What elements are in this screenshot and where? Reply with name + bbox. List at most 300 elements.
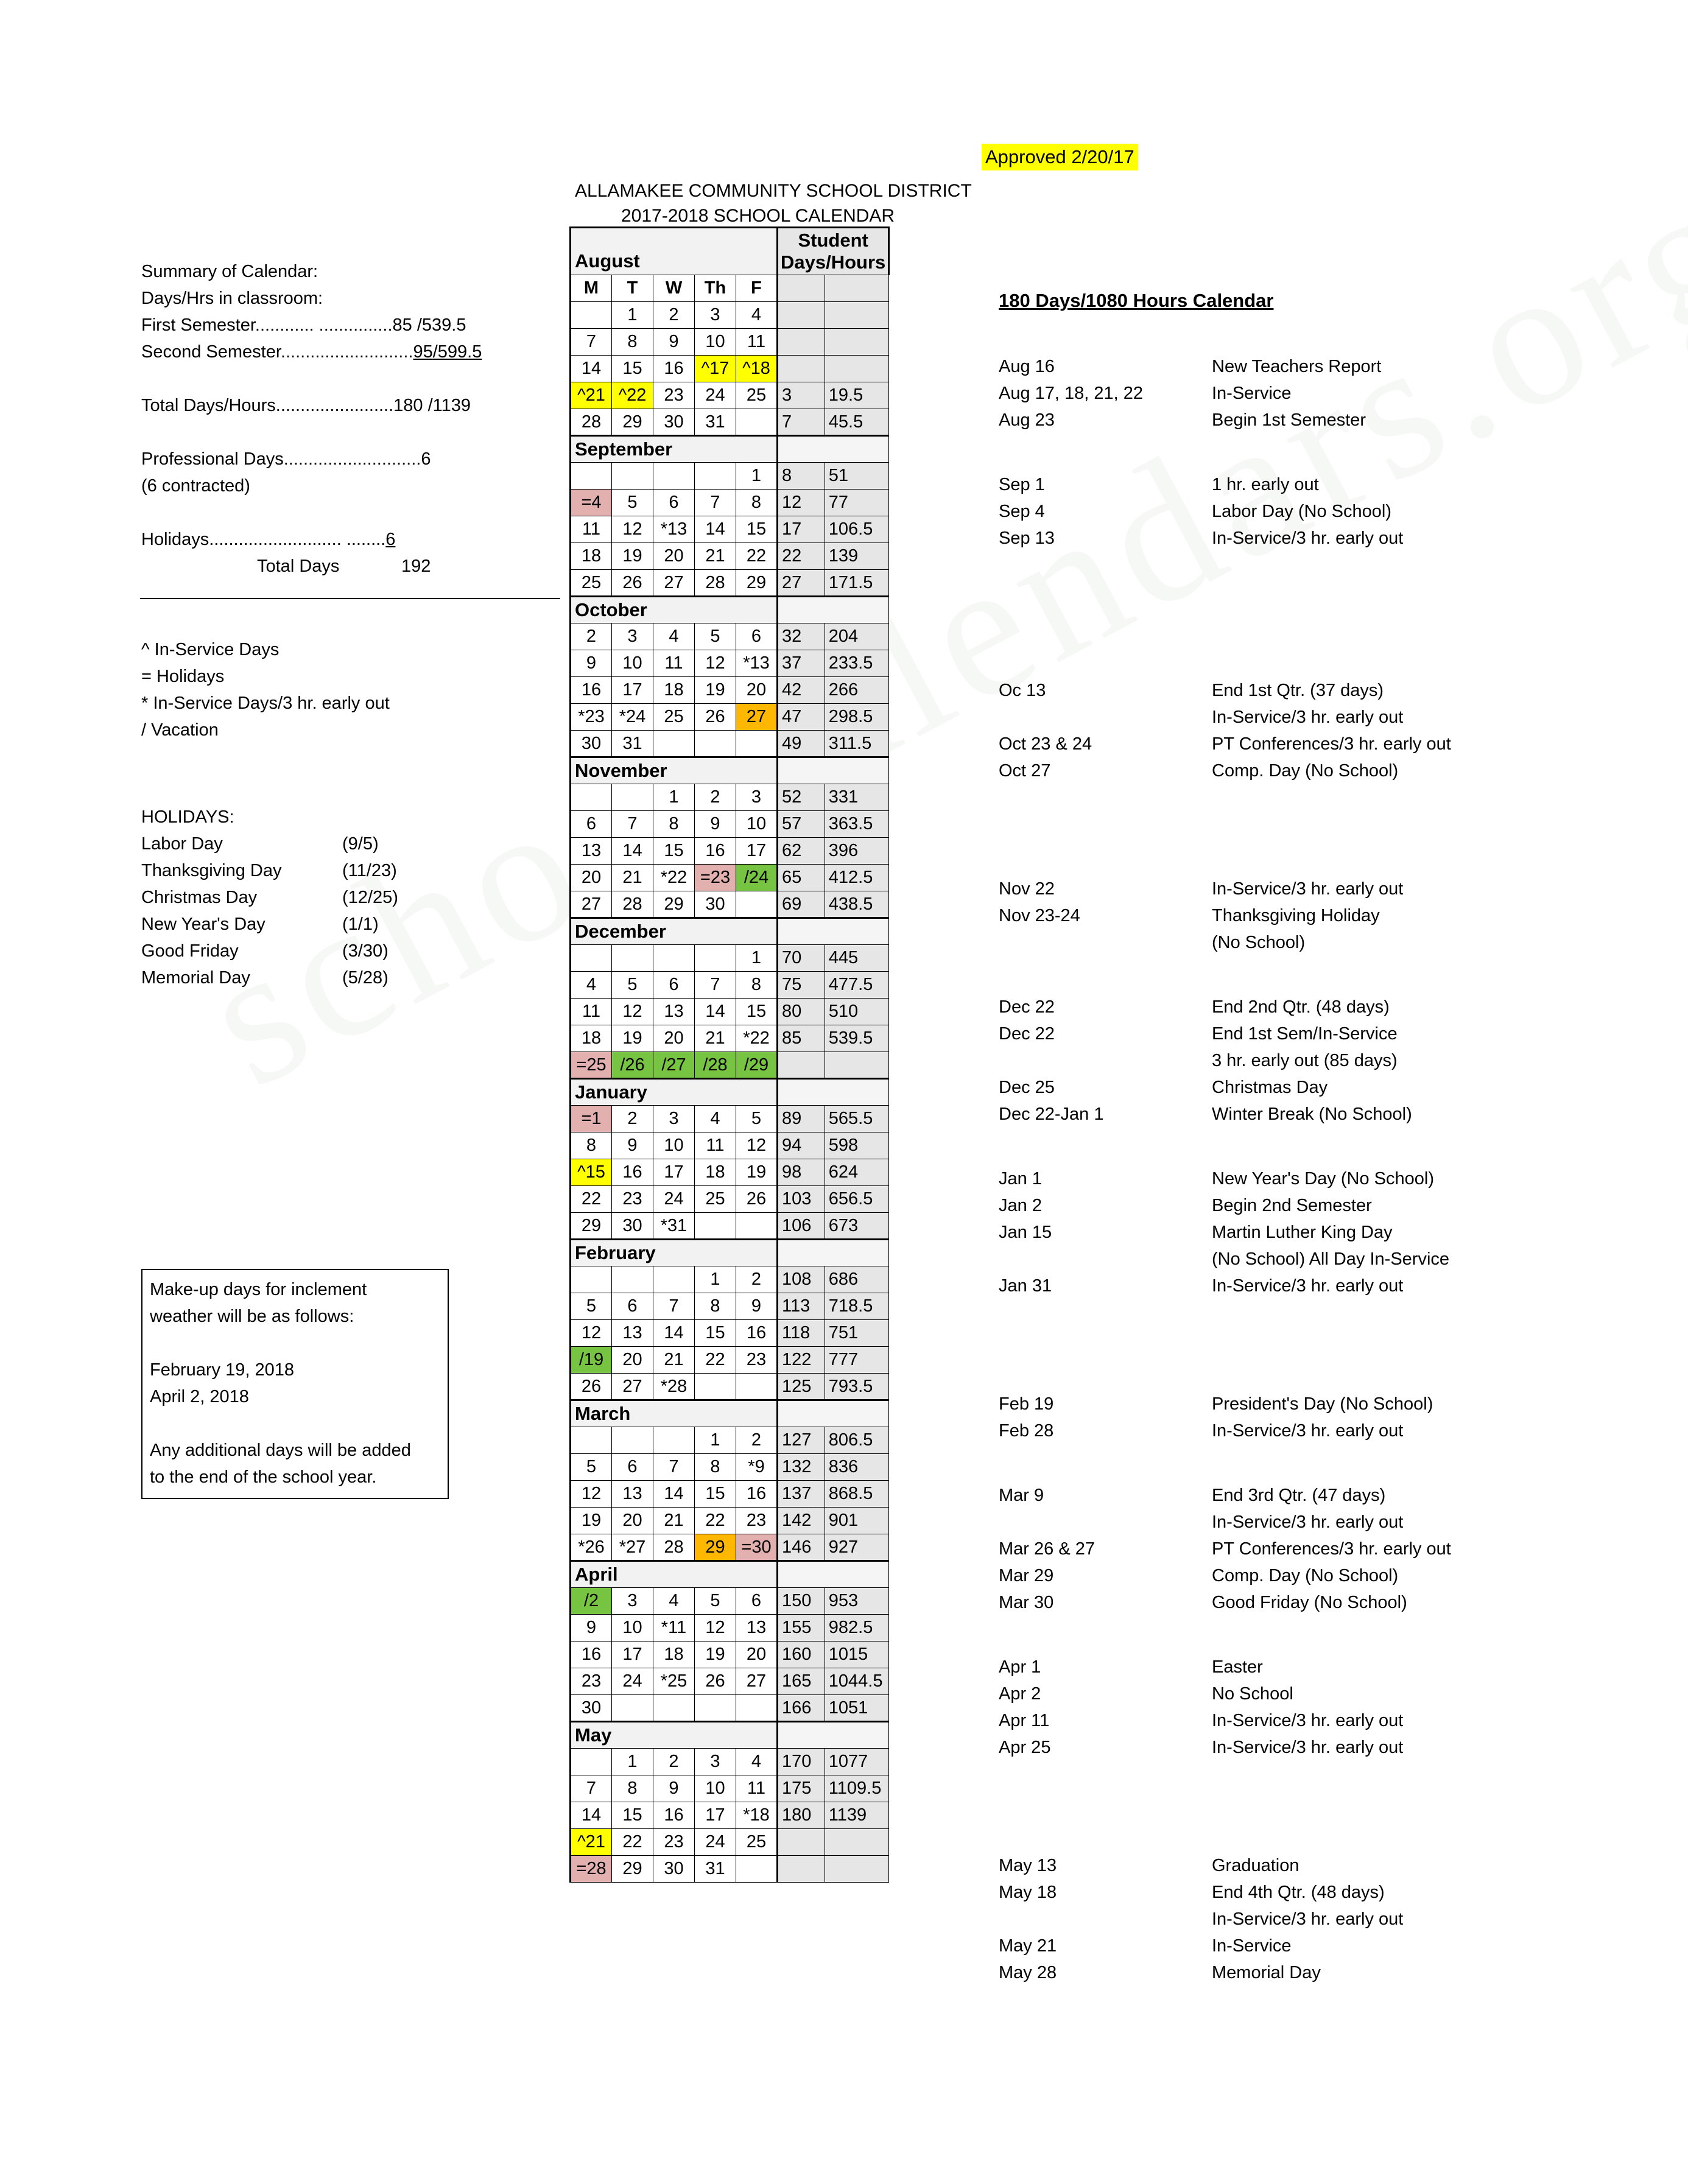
day-cell: 29 [612, 1856, 653, 1883]
student-hours-cell: 412.5 [825, 865, 889, 891]
note-date: Nov 23-24 [999, 906, 1080, 925]
student-hours-cell: 1139 [825, 1802, 889, 1829]
note-text: Winter Break (No School) [1212, 1104, 1412, 1124]
calendar-week-row [571, 865, 889, 891]
student-hours-cell [825, 329, 889, 356]
note-date: Apr 11 [999, 1711, 1050, 1730]
calendar-week-row [571, 382, 889, 409]
note-text: End 2nd Qtr. (48 days) [1212, 997, 1390, 1017]
day-cell: 10 [653, 1132, 695, 1159]
calendar-week-row [571, 704, 889, 731]
district-title: ALLAMAKEE COMMUNITY SCHOOL DISTRICT [575, 181, 972, 201]
holiday-date: (11/23) [342, 861, 397, 880]
note-text: New Teachers Report [1212, 357, 1382, 376]
day-cell: 28 [612, 891, 653, 918]
day-cell: 20 [736, 677, 778, 704]
day-cell [612, 1695, 653, 1722]
day-cell: 11 [736, 1775, 778, 1802]
student-hours-cell: 777 [825, 1347, 889, 1374]
student-hours-cell: 477.5 [825, 972, 889, 999]
student-hours-cell: 598 [825, 1132, 889, 1159]
day-cell: 7 [612, 811, 653, 838]
day-cell: 16 [653, 1802, 695, 1829]
student-hours-cell: 363.5 [825, 811, 889, 838]
legend-item-holidays: = Holidays [141, 667, 225, 686]
month-title-october: October [571, 597, 778, 623]
holiday-date: (12/25) [342, 888, 398, 907]
student-days-header-cell [778, 275, 825, 302]
day-cell: 9 [571, 650, 612, 677]
note-text: In-Service/3 hr. early out [1212, 528, 1404, 548]
day-cell: 14 [695, 999, 736, 1025]
note-text: In-Service/3 hr. early out [1212, 1738, 1404, 1757]
day-cell: 15 [695, 1481, 736, 1508]
student-days-cell: 47 [778, 704, 825, 731]
note-date: Dec 25 [999, 1078, 1055, 1097]
note-text: Easter [1212, 1657, 1263, 1677]
calendar-week-row [571, 302, 889, 329]
day-cell: 3 [695, 302, 736, 329]
day-cell: 17 [612, 677, 653, 704]
day-cell [695, 1213, 736, 1240]
day-cell: 30 [571, 731, 612, 757]
day-cell [612, 463, 653, 490]
day-cell: ^21 [571, 382, 612, 409]
day-cell: *23 [571, 704, 612, 731]
day-cell: /27 [653, 1052, 695, 1079]
day-cell: 27 [571, 891, 612, 918]
note-row [999, 1101, 1638, 1128]
holidays-count-value: 6 [385, 530, 396, 549]
student-hours-cell: 311.5 [825, 731, 889, 757]
calendar-week-row [571, 1293, 889, 1320]
student-hours-cell: 673 [825, 1213, 889, 1240]
day-cell: 16 [612, 1159, 653, 1186]
day-cell: 24 [695, 382, 736, 409]
day-cell: 22 [612, 1829, 653, 1856]
holiday-row [141, 911, 482, 938]
day-cell: 7 [695, 972, 736, 999]
student-days-cell: 75 [778, 972, 825, 999]
holiday-row [141, 857, 482, 884]
calendar-week-row [571, 409, 889, 436]
day-cell: 1 [736, 463, 778, 490]
day-cell: 19 [571, 1508, 612, 1534]
calendar-week-row [571, 570, 889, 597]
day-cell: 8 [736, 972, 778, 999]
note-date: Sep 4 [999, 502, 1045, 521]
calendar-week-row [571, 999, 889, 1025]
day-cell [736, 1695, 778, 1722]
day-cell: 8 [695, 1293, 736, 1320]
day-cell: 18 [571, 543, 612, 570]
day-cell: 31 [695, 409, 736, 436]
note-text: In-Service/3 hr. early out [1212, 1276, 1404, 1296]
day-cell: 9 [653, 1775, 695, 1802]
note-row [999, 1562, 1638, 1589]
student-hours-cell: 982.5 [825, 1615, 889, 1642]
day-cell: 24 [612, 1668, 653, 1695]
note-date: May 13 [999, 1856, 1057, 1875]
day-cell: 21 [612, 865, 653, 891]
day-cell: 23 [571, 1668, 612, 1695]
student-hours-cell: 927 [825, 1534, 889, 1561]
student-days-cell: 70 [778, 945, 825, 972]
summary-divider [140, 598, 560, 599]
day-cell: *18 [736, 1802, 778, 1829]
day-cell [736, 1374, 778, 1400]
summary-of-calendar [141, 258, 561, 580]
day-cell: 12 [612, 999, 653, 1025]
calendar-week-row [571, 838, 889, 865]
day-cell [571, 302, 612, 329]
student-hours-cell: 806.5 [825, 1427, 889, 1454]
month-label-row [571, 918, 889, 945]
student-days-cell: 98 [778, 1159, 825, 1186]
day-cell: 14 [653, 1320, 695, 1347]
makeup-line-6: to the end of the school year. [150, 1467, 377, 1487]
summary-subheading: Days/Hrs in classroom: [141, 289, 323, 308]
student-days-cell: 12 [778, 490, 825, 516]
day-cell: 24 [653, 1186, 695, 1213]
student-hours-cell: 565.5 [825, 1106, 889, 1132]
note-row [999, 1933, 1638, 1959]
calendar-week-row [571, 1508, 889, 1534]
day-cell: 16 [653, 356, 695, 382]
note-date: Dec 22 [999, 1024, 1055, 1044]
student-hours-cell: 445 [825, 945, 889, 972]
note-row [999, 876, 1638, 902]
day-cell [612, 945, 653, 972]
day-cell [736, 891, 778, 918]
day-cell: 8 [653, 811, 695, 838]
note-date: Mar 30 [999, 1593, 1054, 1612]
day-cell: 6 [612, 1293, 653, 1320]
note-row [999, 353, 1638, 380]
month-title-march: March [571, 1400, 778, 1427]
day-cell: 21 [653, 1508, 695, 1534]
student-hours-cell [825, 302, 889, 329]
calendar-week-row [571, 972, 889, 999]
day-cell: 1 [736, 945, 778, 972]
student-days-cell: 89 [778, 1106, 825, 1132]
day-cell: 4 [653, 623, 695, 650]
note-row [999, 704, 1638, 731]
makeup-date-1: February 19, 2018 [150, 1360, 294, 1380]
day-cell: 6 [736, 623, 778, 650]
student-hours-cell: 139 [825, 543, 889, 570]
note-date [999, 1246, 1212, 1273]
holiday-name: Good Friday [141, 941, 239, 961]
day-cell: *26 [571, 1534, 612, 1561]
day-cell [653, 1695, 695, 1722]
calendar-week-row [571, 1427, 889, 1454]
note-row [999, 1074, 1638, 1101]
day-cell: =28 [571, 1856, 612, 1883]
note-row [999, 731, 1638, 757]
note-text: End 4th Qtr. (48 days) [1212, 1883, 1385, 1902]
note-row [999, 1680, 1638, 1707]
note-row [999, 1482, 1638, 1509]
day-cell: 25 [653, 704, 695, 731]
note-date: Jan 31 [999, 1276, 1052, 1296]
calendar-week-row [571, 1320, 889, 1347]
summary-spacer-2 [141, 419, 561, 446]
student-hours-cell: 901 [825, 1508, 889, 1534]
note-date: May 28 [999, 1963, 1057, 1982]
day-cell: 5 [571, 1293, 612, 1320]
note-text: End 1st Qtr. (37 days) [1212, 681, 1384, 700]
note-text: Good Friday (No School) [1212, 1593, 1407, 1612]
day-cell [653, 945, 695, 972]
student-hours-cell: 106.5 [825, 516, 889, 543]
note-row [999, 1707, 1638, 1734]
day-cell: ^21 [571, 1829, 612, 1856]
school-calendar-table [569, 226, 890, 1883]
day-cell: *25 [653, 1668, 695, 1695]
student-hours-cell: 1051 [825, 1695, 889, 1722]
day-cell: 2 [653, 302, 695, 329]
day-cell: 3 [695, 1749, 736, 1775]
month-title-november: November [571, 757, 778, 784]
student-days-cell: 8 [778, 463, 825, 490]
student-days-cell: 118 [778, 1320, 825, 1347]
month-blank-cell [778, 1561, 889, 1588]
student-head-line-1: Student [798, 230, 868, 251]
note-row [999, 1879, 1638, 1906]
note-date: Feb 28 [999, 1421, 1054, 1441]
holiday-row [141, 830, 482, 857]
note-row [999, 1959, 1638, 1986]
day-cell: 20 [612, 1347, 653, 1374]
student-days-cell: 69 [778, 891, 825, 918]
student-days-cell: 155 [778, 1615, 825, 1642]
student-days-cell [778, 1829, 825, 1856]
day-cell: 3 [736, 784, 778, 811]
day-cell: 9 [612, 1132, 653, 1159]
month-label-row [571, 1722, 889, 1749]
note-text: President's Day (No School) [1212, 1394, 1433, 1414]
summary-spacer-3 [141, 499, 561, 526]
calendar-week-row [571, 516, 889, 543]
note-date: Dec 22 [999, 997, 1055, 1017]
day-cell: 10 [695, 1775, 736, 1802]
day-cell: =25 [571, 1052, 612, 1079]
note-date: Nov 22 [999, 879, 1055, 899]
student-days-hours-header [778, 228, 889, 275]
student-hours-cell: 331 [825, 784, 889, 811]
day-cell [695, 1695, 736, 1722]
note-row [999, 1273, 1638, 1299]
day-cell: 13 [612, 1320, 653, 1347]
month-label-row [571, 436, 889, 463]
note-row [999, 1852, 1638, 1879]
calendar-week-row [571, 1132, 889, 1159]
note-text: (No School) All Day In-Service [1212, 1249, 1450, 1269]
holidays-heading: HOLIDAYS: [141, 807, 234, 827]
day-cell: 22 [736, 543, 778, 570]
note-row [999, 380, 1638, 407]
day-cell: 10 [736, 811, 778, 838]
student-days-cell: 32 [778, 623, 825, 650]
month-blank-cell [778, 918, 889, 945]
total-days-value: 192 [401, 557, 431, 576]
day-cell: 4 [653, 1588, 695, 1615]
day-cell: 15 [653, 838, 695, 865]
note-text: Begin 2nd Semester [1212, 1196, 1372, 1215]
day-cell: 28 [653, 1534, 695, 1561]
note-text: In-Service/3 hr. early out [1212, 1421, 1404, 1441]
day-cell: 11 [571, 516, 612, 543]
note-text: 3 hr. early out (85 days) [1212, 1051, 1398, 1070]
makeup-days-box [141, 1269, 449, 1499]
second-semester-row [141, 339, 561, 365]
student-days-cell: 42 [778, 677, 825, 704]
month-blank-cell [778, 597, 889, 623]
student-days-cell: 150 [778, 1588, 825, 1615]
calendar-week-row [571, 543, 889, 570]
month-label-row [571, 1240, 889, 1266]
day-of-week-row [571, 275, 889, 302]
month-title-february: February [571, 1240, 778, 1266]
note-date: May 18 [999, 1883, 1057, 1902]
note-text: End 1st Sem/In-Service [1212, 1024, 1398, 1044]
day-cell: 17 [612, 1642, 653, 1668]
day-cell: 8 [612, 1775, 653, 1802]
day-cell: 6 [612, 1454, 653, 1481]
month-blank-cell [778, 1400, 889, 1427]
student-hours-cell: 1109.5 [825, 1775, 889, 1802]
student-hours-cell: 171.5 [825, 570, 889, 597]
holiday-name: Thanksgiving Day [141, 861, 282, 880]
dow-header-th: Th [695, 275, 736, 302]
day-cell [571, 1749, 612, 1775]
student-hours-cell: 396 [825, 838, 889, 865]
day-cell: *24 [612, 704, 653, 731]
student-hours-cell: 45.5 [825, 409, 889, 436]
note-date [999, 704, 1212, 731]
day-cell: 1 [695, 1266, 736, 1293]
note-date: May 21 [999, 1936, 1057, 1956]
note-row [999, 1391, 1638, 1417]
day-cell: 18 [653, 677, 695, 704]
student-days-cell: 137 [778, 1481, 825, 1508]
day-cell: =1 [571, 1106, 612, 1132]
student-hours-cell: 539.5 [825, 1025, 889, 1052]
day-cell: 16 [736, 1481, 778, 1508]
note-row [999, 1047, 1638, 1074]
day-cell: 22 [571, 1186, 612, 1213]
student-hours-cell: 298.5 [825, 704, 889, 731]
day-cell: 31 [695, 1856, 736, 1883]
note-date: Jan 1 [999, 1169, 1042, 1189]
day-cell: 12 [695, 1615, 736, 1642]
calendar-week-row [571, 1481, 889, 1508]
day-cell: *27 [612, 1534, 653, 1561]
holiday-row [141, 884, 482, 911]
total-days-hours-row: Total Days/Hours........................180 /1139 [141, 396, 471, 415]
day-cell: 16 [571, 677, 612, 704]
student-days-cell: 122 [778, 1347, 825, 1374]
student-days-cell: 108 [778, 1266, 825, 1293]
day-cell: *28 [653, 1374, 695, 1400]
student-days-cell: 170 [778, 1749, 825, 1775]
notes-heading: 180 Days/1080 Hours Calendar [999, 290, 1274, 311]
day-cell: 23 [736, 1508, 778, 1534]
calendar-week-row [571, 891, 889, 918]
day-cell [612, 1427, 653, 1454]
day-cell: 15 [612, 356, 653, 382]
day-cell: *9 [736, 1454, 778, 1481]
student-days-cell: 37 [778, 650, 825, 677]
calendar-week-row [571, 329, 889, 356]
day-cell [695, 945, 736, 972]
day-cell: 31 [612, 731, 653, 757]
day-cell: 30 [695, 891, 736, 918]
student-days-cell: 85 [778, 1025, 825, 1052]
day-cell: ^18 [736, 356, 778, 382]
calendar-week-row [571, 1829, 889, 1856]
holidays-count-row [141, 526, 561, 553]
student-days-cell: 160 [778, 1642, 825, 1668]
student-hours-cell [825, 1052, 889, 1079]
day-cell [653, 463, 695, 490]
makeup-line-5: Any additional days will be added [150, 1441, 411, 1460]
day-cell: 20 [612, 1508, 653, 1534]
day-cell: 26 [736, 1186, 778, 1213]
day-cell: 25 [736, 1829, 778, 1856]
day-cell: 10 [612, 650, 653, 677]
calendar-week-row [571, 1374, 889, 1400]
day-cell: 21 [695, 1025, 736, 1052]
student-days-cell: 7 [778, 409, 825, 436]
student-hours-cell: 233.5 [825, 650, 889, 677]
holiday-name: New Year's Day [141, 915, 266, 934]
note-text: Comp. Day (No School) [1212, 1566, 1399, 1585]
day-cell: 30 [571, 1695, 612, 1722]
student-hours-cell: 718.5 [825, 1293, 889, 1320]
student-days-cell: 57 [778, 811, 825, 838]
day-cell: 9 [653, 329, 695, 356]
makeup-spacer-2 [150, 1410, 440, 1437]
day-cell: 29 [736, 570, 778, 597]
day-cell: 5 [571, 1454, 612, 1481]
month-label-row [571, 757, 889, 784]
day-cell: 2 [736, 1427, 778, 1454]
day-cell: 23 [736, 1347, 778, 1374]
second-semester-hours: /599.5 [432, 342, 482, 362]
day-cell: 26 [695, 1668, 736, 1695]
day-cell: *11 [653, 1615, 695, 1642]
note-row [999, 1246, 1638, 1273]
day-cell: 20 [653, 1025, 695, 1052]
note-row [999, 1509, 1638, 1536]
dow-header-w: W [653, 275, 695, 302]
day-cell: 3 [612, 1588, 653, 1615]
day-cell: 29 [695, 1534, 736, 1561]
note-date [999, 1906, 1212, 1933]
holiday-row [141, 964, 482, 991]
day-cell: 14 [571, 1802, 612, 1829]
calendar-week-row [571, 784, 889, 811]
month-title-september: September [571, 436, 778, 463]
day-cell: /28 [695, 1052, 736, 1079]
day-cell: 13 [612, 1481, 653, 1508]
calendar-week-row [571, 1668, 889, 1695]
day-cell [653, 1266, 695, 1293]
calendar-week-row [571, 463, 889, 490]
day-cell: 27 [612, 1374, 653, 1400]
